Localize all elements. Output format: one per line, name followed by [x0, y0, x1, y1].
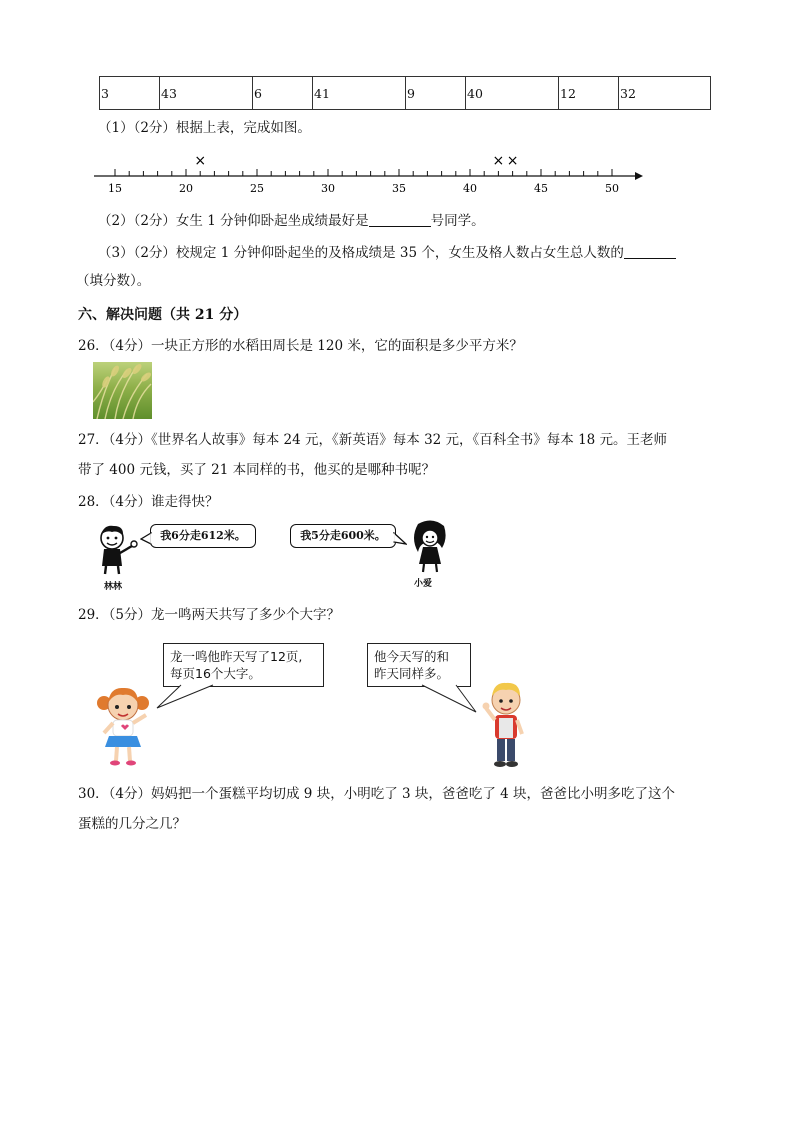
callout-tail-icon — [420, 684, 480, 714]
number-line-label: 25 — [250, 182, 264, 195]
answer-blank[interactable] — [369, 212, 431, 227]
callout-left — [163, 643, 324, 687]
q25-part2 — [98, 212, 485, 230]
callout-right-line1: 他今天写的和 — [374, 649, 450, 664]
q25-part3-line2: （填分数）。 — [76, 273, 151, 289]
bubble-tail-icon — [393, 532, 407, 548]
name-linlin: 林林 — [104, 582, 123, 592]
table-cell: 32 — [619, 77, 711, 110]
speech-bubble-left: 我6分走612米。 — [150, 524, 256, 548]
table-cell: 43 — [160, 77, 253, 110]
callout-right-line2: 昨天同样多。 — [374, 666, 450, 681]
question-27-line2: 带了 400 元钱，买了 21 本同样的书，他买的是哪种书呢？ — [78, 462, 436, 478]
number-line-label: 30 — [321, 182, 335, 195]
callout-left-line2: 每页16个大字。 — [170, 666, 261, 681]
table-cell: 9 — [406, 77, 466, 110]
table-cell: 3 — [100, 77, 160, 110]
number-line-mark: × — [194, 153, 207, 169]
question-29: 29．（5分）龙一鸣两天共写了多少个大字？ — [78, 607, 341, 623]
arrow-head-icon — [635, 172, 643, 180]
q25-part1: （1）（2分）根据上表，完成如图。 — [98, 120, 311, 136]
q25-part3-line1 — [98, 244, 676, 262]
number-line-mark: × — [492, 153, 505, 169]
callout-right — [367, 643, 471, 687]
question-30-line2: 蛋糕的几分之几？ — [78, 816, 186, 832]
q25-part3-text: （3）（2分）校规定 1 分钟仰卧起坐的及格成绩是 35 个，女生及格人数占女生总人数的 — [98, 245, 624, 261]
question-28: 28．（4分）谁走得快？ — [78, 494, 219, 510]
callout-left-line1: 龙一鸣他昨天写了12页, — [170, 649, 303, 664]
question-26: 26．（4分）一块正方形的水稻田周长是 120 米，它的面积是多少平方米？ — [78, 338, 523, 354]
boy-figure — [92, 522, 150, 580]
number-line-mark: × — [506, 153, 519, 169]
number-line-label: 45 — [534, 182, 548, 195]
number-line — [90, 148, 650, 198]
score-table — [99, 76, 711, 110]
girl-figure — [408, 518, 456, 580]
rice-field-image — [93, 362, 152, 419]
table-cell: 40 — [466, 77, 559, 110]
boy-cartoon — [480, 680, 532, 770]
question-27-line1: 27．（4分）《世界名人故事》每本 24 元，《新英语》每本 32 元，《百科全书》每本 18 元。王老师 — [78, 432, 668, 448]
answer-blank[interactable] — [624, 244, 676, 259]
number-line-label: 40 — [463, 182, 477, 195]
question-30-line1: 30．（4分）妈妈把一个蛋糕平均切成 9 块，小明吃了 3 块，爸爸吃了 4 块，爸爸比小明多吃了这个 — [78, 786, 676, 802]
number-line-label: 20 — [179, 182, 193, 195]
section-title: 六、解决问题（共 21 分） — [78, 307, 248, 323]
number-line-label: 15 — [108, 182, 122, 195]
callout-tail-icon — [155, 684, 215, 710]
number-line-label: 35 — [392, 182, 406, 195]
name-xiaoai: 小爱 — [414, 579, 433, 589]
girl-cartoon — [94, 683, 160, 767]
table-row — [100, 77, 711, 110]
table-cell: 41 — [313, 77, 406, 110]
q25-part2-after: 号同学。 — [430, 213, 485, 229]
speech-bubble-right: 我5分走600米。 — [290, 524, 396, 548]
table-cell: 6 — [253, 77, 313, 110]
q25-part2-before: （2）（2分）女生 1 分钟仰卧起坐成绩最好是 — [98, 213, 369, 229]
number-line-label: 50 — [605, 182, 619, 195]
bubble-tail-icon — [140, 532, 152, 546]
table-cell: 12 — [559, 77, 619, 110]
